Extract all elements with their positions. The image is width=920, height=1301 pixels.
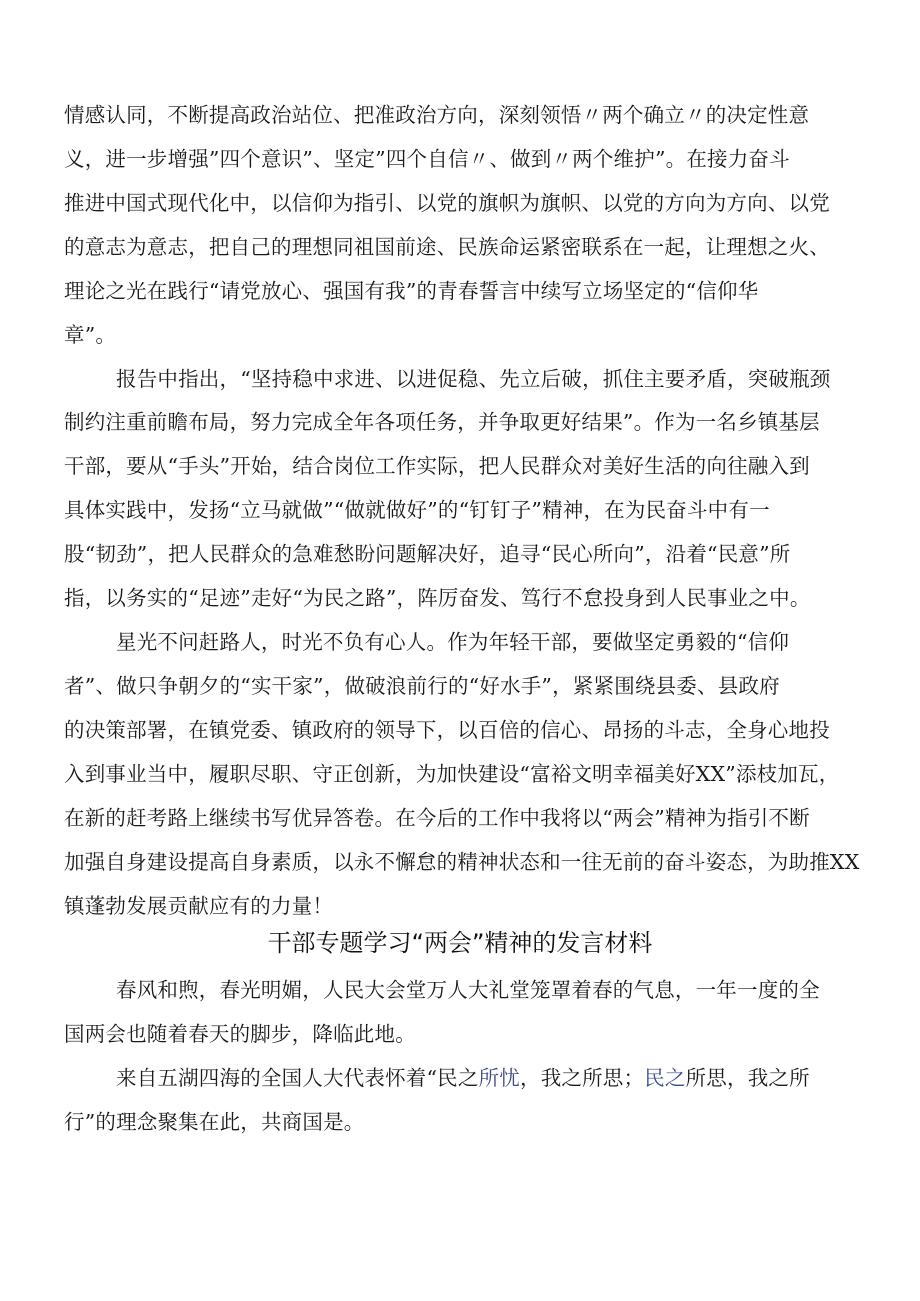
text-line: 制约注重前瞻布局，努力完成全年各项任务，并争取更好结果”。作为一名乡镇基层 bbox=[64, 410, 820, 434]
highlighted-text: 民之 bbox=[644, 1066, 686, 1090]
highlighted-text: 所忧 bbox=[478, 1066, 520, 1090]
text-line: 义，进一步增强”四个意识”、坚定”四个自信〃、做到〃两个维护”。在接力奋斗 bbox=[64, 147, 790, 171]
text-line: 国两会也随着春天的脚步，降临此地。 bbox=[64, 1022, 416, 1046]
text-line: 推进中国式现代化中，以信仰为指引、以党的旗帜为旗帜、以党的方向为方向、以党 bbox=[64, 191, 830, 215]
text-line: 理论之光在践行“请党放心、强国有我”的青春誓言中续写立场坚定的“信仰华 bbox=[64, 279, 759, 303]
section-heading: 干部专题学习“两会”精神的发言材料 bbox=[267, 929, 653, 957]
text-line: 情感认同，不断提高政治站位、把准政治方向，深刻领悟〃两个确立〃的决定性意 bbox=[64, 103, 810, 127]
text-line: 干部，要从“手头”开始，结合岗位工作实际，把人民群众对美好生活的向往融入到 bbox=[64, 454, 810, 478]
text-line: 镇蓬勃发展贡献应有的力量！ bbox=[64, 894, 334, 918]
text-line: 在新的赶考路上继续书写优异答卷。在今后的工作中我将以“两会”精神为指引不断 bbox=[64, 806, 810, 830]
text-line: 章”。 bbox=[64, 323, 117, 347]
text-line: 加强自身建设提高自身素质，以永不懈怠的精神状态和一往无前的奋斗姿态，为助推XX bbox=[64, 850, 860, 874]
text-line: 者”、做只争朝夕的“实干家”，做破浪前行的“好水手”，紧紧围绕县委、县政府 bbox=[64, 674, 780, 698]
text-line: 行”的理念聚集在此，共商国是。 bbox=[64, 1110, 365, 1134]
text-line: 的意志为意志，把自己的理想同祖国前途、民族命运紧密联系在一起，让理想之火、 bbox=[64, 235, 830, 259]
text-line: 指，以务实的“足迹”走好“为民之路”，阵厉奋发、笃行不怠投身到人民事业之中。 bbox=[64, 586, 811, 610]
text-line: 入到事业当中，履职尽职、守正创新，为加快建设“富裕文明幸福美好XX”添枝加瓦， bbox=[64, 762, 840, 786]
text-line: 春风和煦，春光明媚，人民大会堂万人大礼堂笼罩着春的气息，一年一度的全 bbox=[116, 978, 820, 1002]
text-run: ，我之所思； bbox=[520, 1066, 645, 1090]
text-line bbox=[116, 1064, 810, 1092]
text-run: 所思，我之所 bbox=[685, 1066, 810, 1090]
text-line: 股“韧劲”，把人民群众的急难愁盼问题解决好，追寻“民心所向”，沿着“民意”所 bbox=[64, 542, 791, 566]
text-line: 报告中指出，“坚持稳中求进、以进促稳、先立后破，抓住主要矛盾，突破瓶颈 bbox=[116, 367, 831, 391]
text-line: 星光不问赶路人，时光不负有心人。作为年轻干部，要做坚定勇毅的“信仰 bbox=[116, 630, 790, 654]
text-run: 来自五湖四海的全国人大代表怀着“民之 bbox=[116, 1066, 479, 1090]
text-line: 的决策部署，在镇党委、镇政府的领导下，以百倍的信心、昂扬的斗志，全身心地投 bbox=[64, 718, 830, 742]
text-line: 具体实践中，发扬“立马就做”“做就做好”的“钉钉子”精神，在为民奋斗中有一 bbox=[64, 498, 770, 522]
